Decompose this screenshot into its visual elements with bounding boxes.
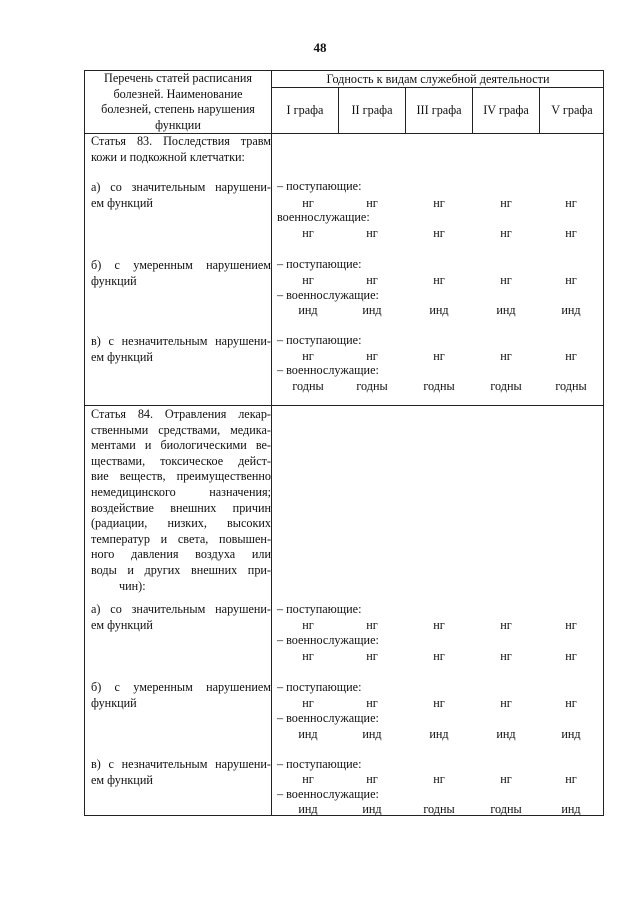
header-line: болезней, степень нарушения [101,102,255,116]
value-cell: нг [366,696,378,710]
value-cell: инд [429,727,449,741]
column-divider [271,71,272,815]
group-label-applicants: – поступающие: [277,680,362,694]
article-title-line: воздействие внешних причин [91,500,271,515]
value-cell: нг [433,696,445,710]
article-83-row-a-label [91,180,271,211]
article-title-line: Статья 83. Последствия травм [91,134,271,148]
value-cell: нг [565,273,577,287]
row-label-line: ем функций [91,195,153,210]
value-cell: нг [433,196,445,210]
value-cell: инд [561,802,581,816]
group-label-servicemen: – военнослужащие: [277,711,379,725]
article-title-line: ществами, токсическое дейст- [91,453,271,468]
value-cell: нг [565,196,577,210]
value-cell: нг [302,696,314,710]
row-label-line: ем функций [91,349,153,364]
value-cell: нг [302,618,314,632]
value-cell: нг [433,349,445,363]
row-label-line: а) со значительным нарушени- [91,602,271,616]
article-title-line: (радиации, низких, высоких [91,516,271,531]
group-label-servicemen: – военнослужащие: [277,787,379,801]
value-cell: нг [433,273,445,287]
row-label-line: функций [91,695,137,710]
group-label-applicants: – поступающие: [277,179,362,193]
graf-header-4: IV графа [483,103,529,117]
header-line: болезней. Наименование [113,86,243,101]
value-cell: нг [500,196,512,210]
value-cell: нг [565,772,577,786]
article-title-line: кожи и подкожной клетчатки: [91,149,245,164]
row-label-line: ем функций [91,617,153,632]
value-cell: нг [302,196,314,210]
article-84-row-c-label [91,757,271,788]
value-cell: нг [366,196,378,210]
article-title-line: ственными средствами, медика- [91,422,271,437]
value-cell: инд [561,303,581,317]
value-cell: нг [302,649,314,663]
value-cell: нг [565,226,577,240]
value-cell: годны [292,379,324,393]
value-cell: годны [490,802,522,816]
graf-header-1: I графа [286,103,324,117]
value-cell: нг [433,618,445,632]
value-cell: инд [429,303,449,317]
value-cell: инд [496,303,516,317]
value-cell: нг [500,349,512,363]
value-cell: нг [500,649,512,663]
group-label-servicemen: – военнослужащие: [277,288,379,302]
value-cell: инд [298,727,318,741]
value-cell: нг [366,349,378,363]
value-cell: нг [433,772,445,786]
article-title-line: температур и света, повышен- [91,531,271,546]
value-cell: нг [500,273,512,287]
value-cell: нг [500,696,512,710]
value-cell: нг [366,618,378,632]
group-label-applicants: – поступающие: [277,602,362,616]
value-cell: нг [565,349,577,363]
value-cell: инд [362,802,382,816]
header-line: Перечень статей расписания [104,71,252,85]
article-84-title [91,407,271,594]
graf-header-3: III графа [416,103,462,117]
value-cell: нг [366,772,378,786]
value-cell: нг [433,649,445,663]
row-label-line: функций [91,273,137,288]
value-cell: инд [496,727,516,741]
fitness-title: Годность к видам служебной деятельности [326,72,550,86]
value-cell: нг [302,349,314,363]
value-cell: годны [423,802,455,816]
article-84-row-a-label [91,602,271,633]
value-cell: годны [490,379,522,393]
value-cell: нг [565,649,577,663]
group-label-servicemen: – военнослужащие: [277,363,379,377]
article-83-row-b-label [91,258,271,289]
value-cell: инд [561,727,581,741]
article-title-line: воды и других внешних при- [91,562,271,577]
value-cell: инд [298,802,318,816]
value-cell: нг [366,273,378,287]
header-list-title [85,71,271,133]
value-cell: нг [302,273,314,287]
page-number: 48 [313,40,327,55]
value-cell: инд [362,303,382,317]
value-cell: нг [366,226,378,240]
value-cell: инд [298,303,318,317]
row-label-line: б) с умеренным нарушением [91,258,271,272]
graf-header-2: II графа [351,103,393,117]
article-title-line: ментами и биологическими ве- [91,438,271,453]
group-label-applicants: – поступающие: [277,257,362,271]
value-cell: нг [433,226,445,240]
article-separator [85,405,603,406]
group-label-servicemen: – военнослужащие: [277,633,379,647]
article-title-line: вие веществ, преимущественно [91,469,271,484]
value-cell: нг [500,618,512,632]
group-label-applicants: – поступающие: [277,333,362,347]
group-label-servicemen: военнослужащие: [277,210,370,224]
article-title-line: немедицинского назначения; [91,484,271,499]
row-label-line: ем функций [91,772,153,787]
value-cell: нг [302,226,314,240]
value-cell: нг [500,226,512,240]
value-cell: годны [356,379,388,393]
value-cell: инд [362,727,382,741]
article-83-title [91,134,271,165]
graf-header-5: V графа [551,103,593,117]
article-83-row-c-label [91,334,271,365]
value-cell: годны [555,379,587,393]
value-cell: годны [423,379,455,393]
header-line: функции [155,117,201,132]
article-84-row-b-label [91,680,271,711]
article-title-line: Статья 84. Отравления лекар- [91,407,271,421]
value-cell: нг [302,772,314,786]
value-cell: нг [565,696,577,710]
row-label-line: а) со значительным нарушени- [91,180,271,194]
article-title-line: ного давления воздуха или [91,547,271,562]
value-cell: нг [366,649,378,663]
fitness-table [84,70,604,816]
row-label-line: б) с умеренным нарушением [91,680,271,694]
row-label-line: в) с незначительным нарушени- [91,334,271,348]
value-cell: нг [565,618,577,632]
article-title-line: чин): [119,578,146,593]
row-label-line: в) с незначительным нарушени- [91,757,271,771]
value-cell: нг [500,772,512,786]
group-label-applicants: – поступающие: [277,757,362,771]
